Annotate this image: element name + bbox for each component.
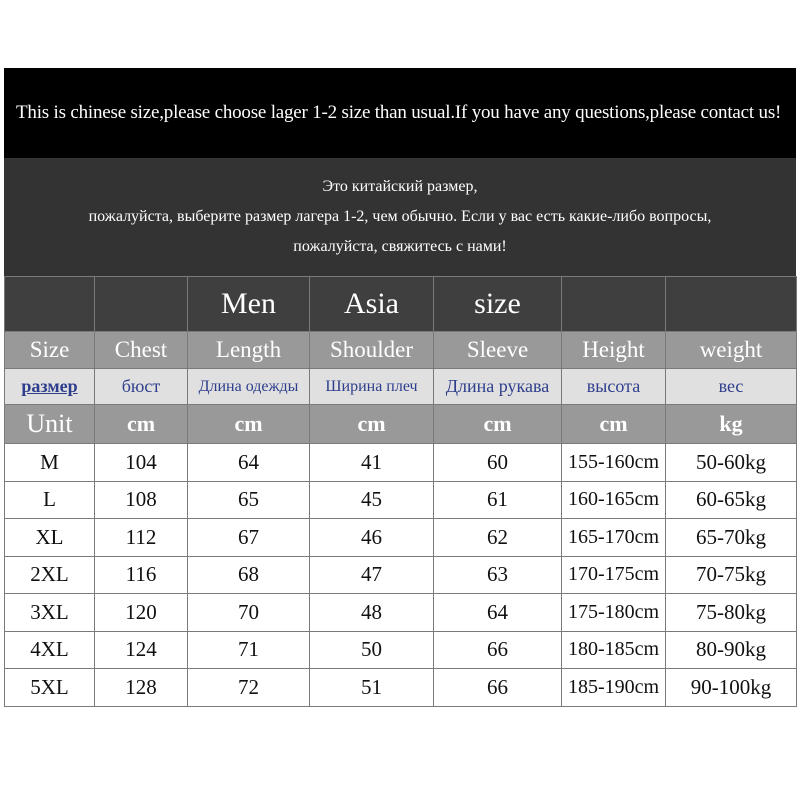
shoulder-cell: 50: [310, 631, 434, 669]
weight-cell: 75-80kg: [666, 594, 797, 632]
unit-cell: cm: [434, 405, 562, 444]
length-cell: 71: [188, 631, 310, 669]
title-cell: [5, 277, 95, 332]
shoulder-cell: 51: [310, 669, 434, 707]
size-cell: 2XL: [5, 556, 95, 594]
table-header-russian-row: [5, 369, 797, 405]
size-cell: 5XL: [5, 669, 95, 707]
length-cell: 67: [188, 519, 310, 557]
notice-russian-line: пожалуйста, выберите размер лагера 1-2, чем обычно. Если у вас есть какие-либо вопросы,: [88, 208, 712, 225]
size-cell: L: [5, 481, 95, 519]
header-height: Height: [562, 332, 666, 369]
title-cell: [666, 277, 797, 332]
chest-cell: 128: [95, 669, 188, 707]
sleeve-cell: 64: [434, 594, 562, 632]
unit-cell: cm: [188, 405, 310, 444]
size-cell: M: [5, 444, 95, 482]
table-row: [5, 519, 797, 557]
height-cell: 180-185cm: [562, 631, 666, 669]
table-unit-row: [5, 405, 797, 444]
table-row: [5, 556, 797, 594]
header-ru-chest: бюст: [95, 369, 188, 405]
header-length: Length: [188, 332, 310, 369]
header-ru-sleeve: Длина рукава: [434, 369, 562, 405]
height-cell: 170-175cm: [562, 556, 666, 594]
shoulder-cell: 47: [310, 556, 434, 594]
length-cell: 65: [188, 481, 310, 519]
notice-russian: [4, 158, 796, 276]
size-cell: XL: [5, 519, 95, 557]
weight-cell: 65-70kg: [666, 519, 797, 557]
length-cell: 68: [188, 556, 310, 594]
shoulder-cell: 45: [310, 481, 434, 519]
table-header-row: [5, 332, 797, 369]
notice-russian-line: Это китайский размер,: [322, 178, 478, 195]
header-size: Size: [5, 332, 95, 369]
sleeve-cell: 61: [434, 481, 562, 519]
size-chart: [4, 68, 796, 707]
notice-english-text: This is chinese size,please choose lager 1-2 size than usual.If you have any questions,please contact us!: [16, 102, 782, 123]
sleeve-cell: 66: [434, 631, 562, 669]
weight-cell: 50-60kg: [666, 444, 797, 482]
header-ru-weight: вес: [666, 369, 797, 405]
height-cell: 160-165cm: [562, 481, 666, 519]
sleeve-cell: 62: [434, 519, 562, 557]
title-cell: size: [434, 277, 562, 332]
header-ru-shoulder: Ширина плеч: [310, 369, 434, 405]
height-cell: 155-160cm: [562, 444, 666, 482]
table-row: [5, 631, 797, 669]
sleeve-cell: 66: [434, 669, 562, 707]
weight-cell: 70-75kg: [666, 556, 797, 594]
header-ru-size: размер: [5, 369, 95, 405]
unit-cell: cm: [562, 405, 666, 444]
size-cell: 3XL: [5, 594, 95, 632]
title-cell: Asia: [310, 277, 434, 332]
table-row: [5, 444, 797, 482]
title-cell: [562, 277, 666, 332]
title-cell: [95, 277, 188, 332]
length-cell: 72: [188, 669, 310, 707]
height-cell: 175-180cm: [562, 594, 666, 632]
chest-cell: 116: [95, 556, 188, 594]
chest-cell: 120: [95, 594, 188, 632]
length-cell: 64: [188, 444, 310, 482]
chest-cell: 112: [95, 519, 188, 557]
weight-cell: 90-100kg: [666, 669, 797, 707]
unit-label: Unit: [5, 405, 95, 444]
header-chest: Chest: [95, 332, 188, 369]
sleeve-cell: 63: [434, 556, 562, 594]
weight-cell: 80-90kg: [666, 631, 797, 669]
unit-cell: kg: [666, 405, 797, 444]
notice-russian-line: пожалуйста, свяжитесь с нами!: [293, 238, 507, 255]
chest-cell: 104: [95, 444, 188, 482]
unit-cell: cm: [95, 405, 188, 444]
title-cell: Men: [188, 277, 310, 332]
shoulder-cell: 41: [310, 444, 434, 482]
table-row: [5, 481, 797, 519]
header-weight: weight: [666, 332, 797, 369]
header-shoulder: Shoulder: [310, 332, 434, 369]
size-table: [4, 276, 797, 707]
chest-cell: 108: [95, 481, 188, 519]
height-cell: 165-170cm: [562, 519, 666, 557]
size-cell: 4XL: [5, 631, 95, 669]
height-cell: 185-190cm: [562, 669, 666, 707]
header-sleeve: Sleeve: [434, 332, 562, 369]
header-ru-length: Длина одежды: [188, 369, 310, 405]
notice-english: [4, 68, 796, 158]
weight-cell: 60-65kg: [666, 481, 797, 519]
table-title-row: [5, 277, 797, 332]
sleeve-cell: 60: [434, 444, 562, 482]
table-row: [5, 669, 797, 707]
shoulder-cell: 48: [310, 594, 434, 632]
chest-cell: 124: [95, 631, 188, 669]
shoulder-cell: 46: [310, 519, 434, 557]
length-cell: 70: [188, 594, 310, 632]
header-ru-height: высота: [562, 369, 666, 405]
unit-cell: cm: [310, 405, 434, 444]
table-row: [5, 594, 797, 632]
